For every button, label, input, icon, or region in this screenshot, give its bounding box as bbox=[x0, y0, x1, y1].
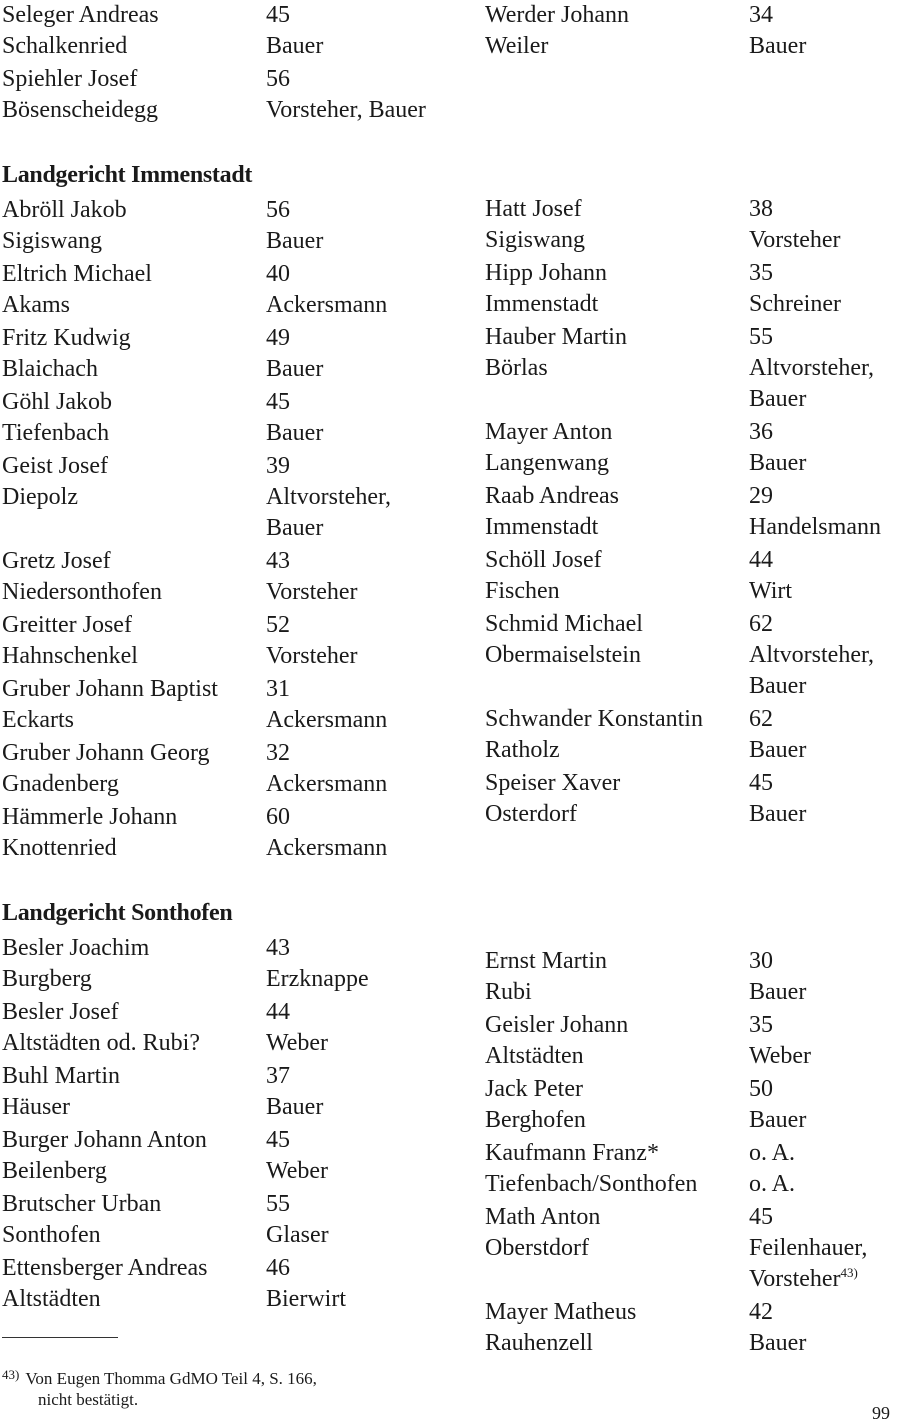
person-name: Gruber Johann Baptist bbox=[2, 676, 218, 702]
person-age: 56 bbox=[266, 66, 290, 92]
person-role: Bauer bbox=[749, 801, 807, 827]
person-name: Eltrich Michael bbox=[2, 261, 152, 287]
person-role: Bauer bbox=[749, 737, 807, 763]
person-entry bbox=[485, 946, 900, 1008]
person-entry bbox=[2, 610, 452, 672]
person-name: Buhl Martin bbox=[2, 1063, 120, 1089]
person-entry bbox=[485, 1010, 900, 1072]
person-place: Immenstadt bbox=[485, 514, 599, 540]
person-entry bbox=[2, 546, 452, 608]
person-place: Rubi bbox=[485, 979, 532, 1005]
person-age: 50 bbox=[749, 1076, 773, 1102]
person-role: Vorsteher bbox=[749, 227, 841, 253]
person-entry bbox=[2, 259, 452, 321]
person-name: Werder Johann bbox=[485, 2, 630, 28]
person-place: Altstädten bbox=[485, 1043, 584, 1069]
person-role: o. A. bbox=[749, 1171, 796, 1197]
person-entry bbox=[485, 704, 900, 766]
person-name: Fritz Kudwig bbox=[2, 325, 131, 351]
person-age: 62 bbox=[749, 706, 773, 732]
spacer bbox=[2, 513, 266, 544]
person-age: 32 bbox=[266, 740, 290, 766]
sonthofen-left-column bbox=[2, 933, 452, 1317]
person-age: 44 bbox=[749, 547, 773, 573]
person-entry bbox=[2, 802, 452, 864]
person-age: 55 bbox=[266, 1191, 290, 1217]
person-name: Greitter Josef bbox=[2, 612, 132, 638]
person-role: Bauer bbox=[266, 420, 324, 446]
person-entry bbox=[485, 1074, 900, 1136]
person-age: 55 bbox=[749, 324, 773, 350]
footnote-rule bbox=[2, 1337, 118, 1338]
person-place: Sonthofen bbox=[2, 1222, 101, 1248]
person-age: 43 bbox=[266, 548, 290, 574]
person-entry bbox=[485, 1138, 900, 1200]
section-heading-sonthofen: Landgericht Sonthofen bbox=[2, 900, 233, 926]
person-name: Gruber Johann Georg bbox=[2, 740, 210, 766]
person-place: Knottenried bbox=[2, 835, 117, 861]
person-age: 46 bbox=[266, 1255, 290, 1281]
person-age: 40 bbox=[266, 261, 290, 287]
person-place: Bösenscheidegg bbox=[2, 97, 158, 123]
person-name: Hämmerle Johann bbox=[2, 804, 178, 830]
person-place: Niedersonthofen bbox=[2, 579, 162, 605]
person-name: Gretz Josef bbox=[2, 548, 111, 574]
person-role: Vorsteher bbox=[266, 643, 358, 669]
person-place: Gnadenberg bbox=[2, 771, 119, 797]
person-role: Schreiner bbox=[749, 291, 841, 317]
person-name: Raab Andreas bbox=[485, 483, 619, 509]
person-age: 34 bbox=[749, 2, 773, 28]
person-place: Beilenberg bbox=[2, 1158, 107, 1184]
person-role-cont-text: Bauer bbox=[266, 515, 324, 541]
person-name: Geisler Johann bbox=[485, 1012, 629, 1038]
person-age: 38 bbox=[749, 196, 773, 222]
person-entry bbox=[2, 933, 452, 995]
person-name: Brutscher Urban bbox=[2, 1191, 162, 1217]
person-place: Häuser bbox=[2, 1094, 70, 1120]
person-entry bbox=[2, 674, 452, 736]
person-entry bbox=[2, 0, 452, 62]
person-age: 42 bbox=[749, 1299, 773, 1325]
footnote-ref: 43) bbox=[840, 1265, 858, 1280]
person-entry bbox=[485, 545, 900, 607]
person-age: 30 bbox=[749, 948, 773, 974]
footnote bbox=[2, 1364, 412, 1410]
person-place: Börlas bbox=[485, 355, 548, 381]
person-age: 29 bbox=[749, 483, 773, 509]
person-age: 62 bbox=[749, 611, 773, 637]
person-role: Ackersmann bbox=[266, 707, 388, 733]
person-name: Göhl Jakob bbox=[2, 389, 112, 415]
person-name: Speiser Xaver bbox=[485, 770, 621, 796]
person-place: Berghofen bbox=[485, 1107, 586, 1133]
person-place: Sigiswang bbox=[485, 227, 586, 253]
person-role-cont bbox=[749, 671, 900, 702]
person-name: Hatt Josef bbox=[485, 196, 582, 222]
person-place: Diepolz bbox=[2, 484, 78, 510]
person-name: Besler Joachim bbox=[2, 935, 150, 961]
person-name: Ernst Martin bbox=[485, 948, 607, 974]
person-role: Weber bbox=[266, 1030, 329, 1056]
person-role-cont-text: Bauer bbox=[749, 386, 807, 412]
spacer bbox=[485, 1264, 749, 1295]
person-role-cont-text: Vorsteher bbox=[749, 1266, 841, 1292]
person-place: Sigiswang bbox=[2, 228, 103, 254]
person-name: Abröll Jakob bbox=[2, 197, 127, 223]
person-entry bbox=[485, 609, 900, 702]
person-place: Weiler bbox=[485, 33, 549, 59]
person-name: Seleger Andreas bbox=[2, 2, 159, 28]
person-place: Oberstdorf bbox=[485, 1235, 589, 1261]
person-name: Burger Johann Anton bbox=[2, 1127, 207, 1153]
person-name: Hauber Martin bbox=[485, 324, 627, 350]
top-left-column bbox=[2, 0, 452, 128]
person-place: Osterdorf bbox=[485, 801, 577, 827]
person-entry bbox=[2, 1061, 452, 1123]
person-place: Obermaiselstein bbox=[485, 642, 641, 668]
person-place: Fischen bbox=[485, 578, 560, 604]
person-age: 35 bbox=[749, 260, 773, 286]
person-entry bbox=[2, 738, 452, 800]
person-entry bbox=[2, 1253, 452, 1315]
person-place: Immenstadt bbox=[485, 291, 599, 317]
person-role: Weber bbox=[749, 1043, 812, 1069]
person-name: Math Anton bbox=[485, 1204, 601, 1230]
person-age: 39 bbox=[266, 453, 290, 479]
person-name: Besler Josef bbox=[2, 999, 119, 1025]
person-role: Vorsteher, Bauer bbox=[266, 97, 426, 123]
person-age: 49 bbox=[266, 325, 290, 351]
spacer bbox=[485, 671, 749, 702]
person-place: Tiefenbach bbox=[2, 420, 110, 446]
person-entry bbox=[2, 195, 452, 257]
person-role: Bierwirt bbox=[266, 1286, 346, 1312]
person-name: Jack Peter bbox=[485, 1076, 583, 1102]
top-right-column bbox=[485, 0, 900, 64]
person-role: Wirt bbox=[749, 578, 793, 604]
person-role: Bauer bbox=[266, 1094, 324, 1120]
person-place: Rauhenzell bbox=[485, 1330, 593, 1356]
person-name: Hipp Johann bbox=[485, 260, 607, 286]
person-entry bbox=[2, 323, 452, 385]
person-name: Spiehler Josef bbox=[2, 66, 138, 92]
person-entry bbox=[485, 481, 900, 543]
person-role: Feilenhauer, bbox=[749, 1235, 868, 1261]
person-name: Ettensberger Andreas bbox=[2, 1255, 208, 1281]
person-name: Mayer Anton bbox=[485, 419, 613, 445]
person-age: 37 bbox=[266, 1063, 290, 1089]
person-place: Akams bbox=[2, 292, 70, 318]
person-role: Ackersmann bbox=[266, 835, 388, 861]
person-role: Altvorsteher, bbox=[749, 642, 875, 668]
person-role: Altvorsteher, bbox=[749, 355, 875, 381]
person-name: Mayer Matheus bbox=[485, 1299, 637, 1325]
person-entry bbox=[2, 1189, 452, 1251]
person-entry bbox=[485, 417, 900, 479]
person-entry bbox=[485, 0, 900, 62]
person-age: 35 bbox=[749, 1012, 773, 1038]
person-name: Schwander Konstantin bbox=[485, 706, 703, 732]
person-age: 44 bbox=[266, 999, 290, 1025]
person-role: Ackersmann bbox=[266, 771, 388, 797]
person-place: Langenwang bbox=[485, 450, 609, 476]
immenstadt-left-column bbox=[2, 195, 452, 866]
person-age: 45 bbox=[749, 1204, 773, 1230]
person-entry bbox=[485, 194, 900, 256]
person-place: Hahnschenkel bbox=[2, 643, 138, 669]
person-entry bbox=[2, 64, 452, 126]
person-entry bbox=[485, 322, 900, 415]
person-role-cont bbox=[266, 513, 452, 544]
person-age: 52 bbox=[266, 612, 290, 638]
person-age: 45 bbox=[266, 1127, 290, 1153]
person-role-cont bbox=[749, 1264, 900, 1295]
person-entry bbox=[2, 387, 452, 449]
person-entry bbox=[485, 1202, 900, 1295]
person-entry bbox=[2, 997, 452, 1059]
footnote-text: Von Eugen Thomma GdMO Teil 4, S. 166, bbox=[25, 1369, 317, 1388]
page-number: 99 bbox=[872, 1403, 890, 1423]
person-entry bbox=[2, 451, 452, 544]
person-place: Burgberg bbox=[2, 966, 92, 992]
person-place: Tiefenbach/Sonthofen bbox=[485, 1171, 698, 1197]
person-age: 36 bbox=[749, 419, 773, 445]
person-role: Bauer bbox=[266, 33, 324, 59]
person-name: Schmid Michael bbox=[485, 611, 643, 637]
person-role: Handelsmann bbox=[749, 514, 881, 540]
person-role: Bauer bbox=[749, 1107, 807, 1133]
person-role: Bauer bbox=[749, 1330, 807, 1356]
person-role: Erzknappe bbox=[266, 966, 369, 992]
spacer bbox=[485, 384, 749, 415]
person-role: Bauer bbox=[266, 228, 324, 254]
person-age: o. A. bbox=[749, 1140, 796, 1166]
person-role: Bauer bbox=[749, 33, 807, 59]
person-place: Ratholz bbox=[485, 737, 560, 763]
person-place: Schalkenried bbox=[2, 33, 128, 59]
sonthofen-right-column bbox=[485, 946, 900, 1361]
person-name: Geist Josef bbox=[2, 453, 108, 479]
person-role-cont-text: Bauer bbox=[749, 673, 807, 699]
person-age: 56 bbox=[266, 197, 290, 223]
person-role: Glaser bbox=[266, 1222, 329, 1248]
person-place: Altstädten od. Rubi? bbox=[2, 1030, 200, 1056]
person-age: 45 bbox=[749, 770, 773, 796]
person-role-cont bbox=[749, 384, 900, 415]
footnote-text-cont: nicht bestätigt. bbox=[38, 1390, 139, 1409]
person-place: Eckarts bbox=[2, 707, 74, 733]
person-place: Blaichach bbox=[2, 356, 98, 382]
person-name: Kaufmann Franz* bbox=[485, 1140, 659, 1166]
person-entry bbox=[485, 768, 900, 830]
person-role: Bauer bbox=[749, 450, 807, 476]
person-place: Altstädten bbox=[2, 1286, 101, 1312]
person-role: Bauer bbox=[749, 979, 807, 1005]
person-age: 43 bbox=[266, 935, 290, 961]
section-heading-immenstadt: Landgericht Immenstadt bbox=[2, 162, 253, 188]
person-age: 60 bbox=[266, 804, 290, 830]
person-age: 45 bbox=[266, 2, 290, 28]
person-entry bbox=[485, 1297, 900, 1359]
footnote-mark: 43) bbox=[2, 1367, 20, 1382]
person-entry bbox=[485, 258, 900, 320]
person-role: Ackersmann bbox=[266, 292, 388, 318]
immenstadt-right-column bbox=[485, 194, 900, 832]
person-name: Schöll Josef bbox=[485, 547, 602, 573]
person-role: Bauer bbox=[266, 356, 324, 382]
person-role: Altvorsteher, bbox=[266, 484, 392, 510]
person-role: Weber bbox=[266, 1158, 329, 1184]
person-age: 45 bbox=[266, 389, 290, 415]
person-role: Vorsteher bbox=[266, 579, 358, 605]
person-entry bbox=[2, 1125, 452, 1187]
person-age: 31 bbox=[266, 676, 290, 702]
